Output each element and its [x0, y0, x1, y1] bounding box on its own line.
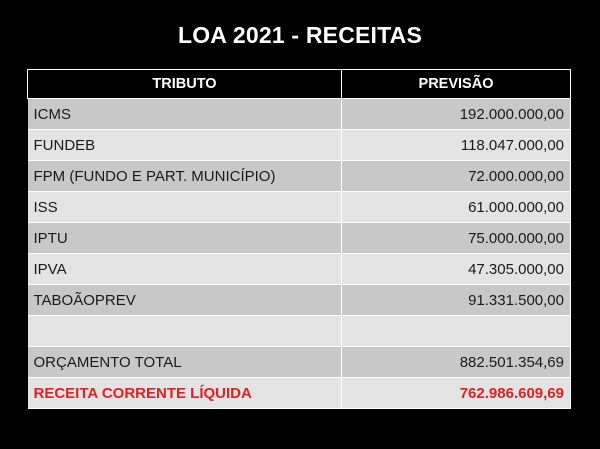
- table-row: [28, 192, 571, 223]
- column-header-previsao: PREVISÃO: [342, 70, 571, 99]
- table-row: [28, 254, 571, 285]
- table-header-row: [28, 70, 571, 99]
- row-label: FUNDEB: [28, 130, 342, 161]
- column-header-tributo: TRIBUTO: [28, 70, 342, 99]
- row-label: FPM (FUNDO E PART. MUNICÍPIO): [28, 161, 342, 192]
- table-row-total: [28, 347, 571, 378]
- table-row: [28, 223, 571, 254]
- total-label: ORÇAMENTO TOTAL: [28, 347, 342, 378]
- table-row: [28, 99, 571, 130]
- table-row: [28, 130, 571, 161]
- table-row-empty: [28, 316, 571, 347]
- table-row: [28, 285, 571, 316]
- row-label: ICMS: [28, 99, 342, 130]
- row-value: 61.000.000,00: [342, 192, 571, 223]
- table-row-highlight: [28, 378, 571, 409]
- row-label: ISS: [28, 192, 342, 223]
- table-row: [28, 161, 571, 192]
- row-label: TABOÃOPREV: [28, 285, 342, 316]
- row-value: 118.047.000,00: [342, 130, 571, 161]
- total-value: 882.501.354,69: [342, 347, 571, 378]
- row-value: 72.000.000,00: [342, 161, 571, 192]
- row-label: IPVA: [28, 254, 342, 285]
- row-value: 91.331.500,00: [342, 285, 571, 316]
- row-label: IPTU: [28, 223, 342, 254]
- row-value: 75.000.000,00: [342, 223, 571, 254]
- row-value: 192.000.000,00: [342, 99, 571, 130]
- row-label: [28, 316, 342, 347]
- receita-corrente-label: RECEITA CORRENTE LÍQUIDA: [28, 378, 342, 409]
- receita-corrente-value: 762.986.609,69: [342, 378, 571, 409]
- revenue-table: [27, 69, 571, 409]
- row-value: 47.305.000,00: [342, 254, 571, 285]
- page-title: LOA 2021 - RECEITAS: [177, 22, 423, 48]
- row-value: [342, 316, 571, 347]
